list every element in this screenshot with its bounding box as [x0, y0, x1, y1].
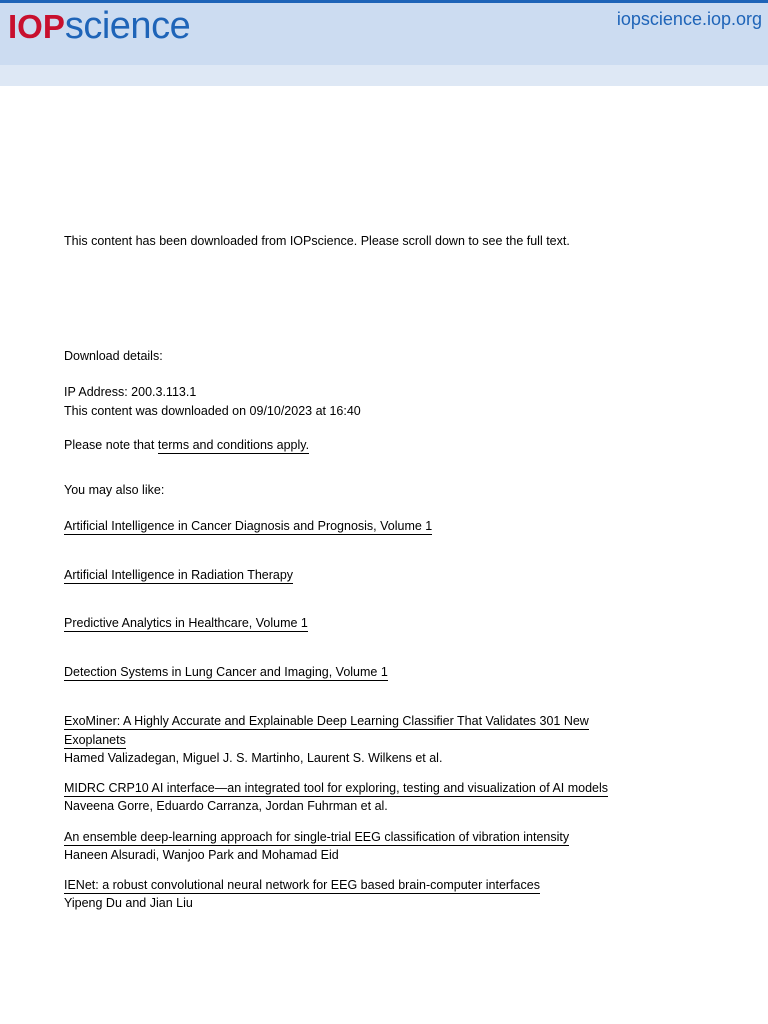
related-article-authors: Haneen Alsuradi, Wanjoo Park and Mohamad Eid: [64, 848, 339, 862]
related-book-item: [64, 566, 293, 584]
related-article-title-continued: [64, 731, 126, 749]
ip-address: IP Address: 200.3.113.1: [64, 385, 197, 399]
related-article-authors: Hamed Valizadegan, Miguel J. S. Martinho, Laurent S. Wilkens et al.: [64, 751, 443, 765]
related-article-link[interactable]: Exoplanets: [64, 733, 126, 747]
related-article-link[interactable]: MIDRC CRP10 AI interface—an integrated tool for exploring, testing and visualization of AI models: [64, 781, 609, 795]
related-article-link[interactable]: ExoMiner: A Highly Accurate and Explainable Deep Learning Classifier That Validates 301 New: [64, 714, 589, 728]
header-bar: [0, 0, 768, 65]
related-book-item: [64, 663, 388, 681]
related-book-link[interactable]: Detection Systems in Lung Cancer and Imaging, Volume 1: [64, 665, 388, 679]
related-article-title: [64, 712, 589, 730]
download-timestamp: This content was downloaded on 09/10/2023 at 16:40: [64, 404, 361, 418]
related-article-authors: Naveena Gorre, Eduardo Carranza, Jordan Fuhrman et al.: [64, 799, 388, 813]
also-like-heading: You may also like:: [64, 483, 165, 497]
related-book-link[interactable]: Artificial Intelligence in Radiation Therapy: [64, 568, 294, 582]
terms-prefix: Please note that: [64, 438, 155, 452]
iopscience-logo[interactable]: [8, 7, 190, 45]
logo-science-text: science: [64, 5, 191, 47]
related-book-item: [64, 517, 432, 535]
related-article-title: [64, 876, 540, 894]
header-subbar: [0, 65, 768, 86]
download-notice: This content has been downloaded from IOPscience. Please scroll down to see the full text.: [64, 234, 570, 248]
related-article-link[interactable]: IENet: a robust convolutional neural network for EEG based brain-computer interfaces: [64, 878, 540, 892]
related-article-link[interactable]: An ensemble deep-learning approach for single-trial EEG classification of vibration intensity: [64, 830, 570, 844]
related-book-link[interactable]: Predictive Analytics in Healthcare, Volume 1: [64, 616, 308, 630]
site-url-link[interactable]: iopscience.iop.org: [616, 9, 762, 29]
terms-line: [64, 436, 309, 454]
logo-iop-text: IOP: [8, 8, 65, 45]
related-article-title: [64, 828, 569, 846]
download-details-heading: Download details:: [64, 349, 163, 363]
related-book-item: [64, 614, 308, 632]
terms-and-conditions-link[interactable]: terms and conditions apply.: [157, 438, 310, 452]
related-article-title: [64, 779, 608, 797]
related-book-link[interactable]: Artificial Intelligence in Cancer Diagnosis and Prognosis, Volume 1: [64, 519, 433, 533]
related-article-authors: Yipeng Du and Jian Liu: [64, 896, 193, 910]
